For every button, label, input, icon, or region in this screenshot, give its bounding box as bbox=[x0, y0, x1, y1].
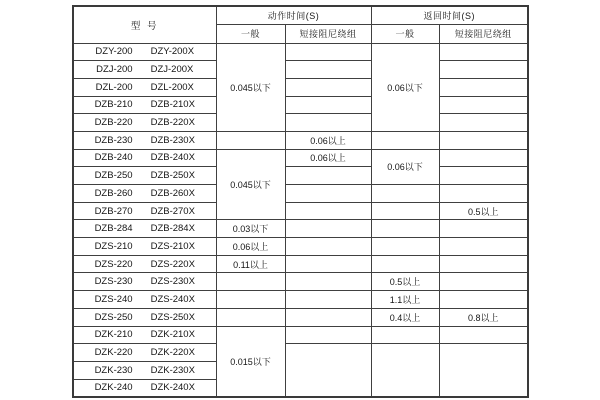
model-name: DZK-210 bbox=[94, 329, 133, 341]
return-damping-cell bbox=[439, 78, 528, 96]
model-cell bbox=[73, 255, 216, 273]
action-damping-cell bbox=[285, 326, 371, 344]
header-action-time: 动作时间(S) bbox=[216, 6, 371, 24]
table-row bbox=[73, 185, 528, 203]
model-name-x: DZB-260X bbox=[150, 187, 195, 199]
return-damping-cell bbox=[439, 273, 528, 291]
model-cell bbox=[73, 202, 216, 220]
model-name: DZY-200 bbox=[95, 46, 133, 58]
action-damping-cell bbox=[285, 308, 371, 326]
model-name-x: DZB-210X bbox=[150, 99, 195, 111]
model-name-x: DZS-210X bbox=[150, 240, 195, 252]
model-name-x: DZB-270X bbox=[150, 205, 195, 217]
model-name-x: DZJ-200X bbox=[150, 64, 194, 76]
return-general-cell bbox=[371, 131, 439, 149]
model-name-x: DZK-210X bbox=[150, 329, 195, 341]
return-general-cell bbox=[371, 185, 439, 203]
return-damping-cell bbox=[439, 185, 528, 203]
model-cell bbox=[73, 185, 216, 203]
model-name-x: DZK-220X bbox=[150, 347, 195, 359]
model-name: DZJ-200 bbox=[96, 64, 133, 76]
table-row bbox=[73, 167, 528, 185]
return-general-cell bbox=[371, 326, 439, 344]
model-cell bbox=[73, 238, 216, 256]
action-damping-cell bbox=[285, 273, 371, 291]
action-damping-cell bbox=[285, 255, 371, 273]
return-general-cell: 0.5以上 bbox=[371, 273, 439, 291]
model-cell bbox=[73, 308, 216, 326]
action-damping-cell bbox=[285, 291, 371, 309]
model-name: DZB-230 bbox=[94, 134, 133, 146]
header-return-time: 返回时间(S) bbox=[371, 6, 528, 24]
action-damping-cell bbox=[285, 202, 371, 220]
model-name: DZB-210 bbox=[94, 99, 133, 111]
table-row bbox=[73, 78, 528, 96]
action-damping-cell bbox=[285, 344, 371, 397]
return-damping-cell bbox=[439, 96, 528, 114]
model-name-x: DZK-240X bbox=[150, 382, 195, 394]
model-name-x: DZK-230X bbox=[150, 364, 195, 376]
model-name-x: DZS-240X bbox=[150, 293, 195, 305]
return-general-cell bbox=[371, 238, 439, 256]
return-damping-cell bbox=[439, 149, 528, 167]
action-general-cell: 0.045以下 bbox=[216, 149, 285, 220]
model-name: DZS-250 bbox=[94, 311, 133, 323]
return-damping-cell bbox=[439, 114, 528, 132]
model-name: DZS-240 bbox=[94, 293, 133, 305]
header-return-damping: 短接阻尼绕组 bbox=[439, 24, 528, 43]
return-general-cell bbox=[371, 255, 439, 273]
model-name: DZB-270 bbox=[94, 205, 133, 217]
action-damping-cell bbox=[285, 43, 371, 61]
return-general-cell bbox=[371, 220, 439, 238]
table-row bbox=[73, 291, 528, 309]
action-damping-cell bbox=[285, 78, 371, 96]
model-name-x: DZS-250X bbox=[150, 311, 195, 323]
table-row bbox=[73, 344, 528, 362]
table-row bbox=[73, 96, 528, 114]
return-damping-cell bbox=[439, 131, 528, 149]
action-general-cell: 0.015以下 bbox=[216, 326, 285, 397]
model-cell bbox=[73, 273, 216, 291]
table-row bbox=[73, 238, 528, 256]
model-cell bbox=[73, 131, 216, 149]
action-damping-cell bbox=[285, 61, 371, 79]
table-row bbox=[73, 61, 528, 79]
model-name: DZS-220 bbox=[94, 258, 133, 270]
action-general-cell bbox=[216, 131, 285, 149]
model-cell bbox=[73, 379, 216, 397]
action-general-cell bbox=[216, 291, 285, 309]
model-cell bbox=[73, 361, 216, 379]
model-name: DZB-284 bbox=[94, 223, 133, 235]
model-cell bbox=[73, 291, 216, 309]
model-name: DZS-210 bbox=[94, 240, 133, 252]
table-row bbox=[73, 114, 528, 132]
model-name: DZB-260 bbox=[94, 187, 133, 199]
table-row bbox=[73, 255, 528, 273]
model-name: DZK-220 bbox=[94, 347, 133, 359]
table-row bbox=[73, 43, 528, 61]
header-action-general: 一般 bbox=[216, 24, 285, 43]
table-row bbox=[73, 149, 528, 167]
action-damping-cell bbox=[285, 220, 371, 238]
model-name-x: DZB-220X bbox=[150, 117, 195, 129]
action-damping-cell bbox=[285, 96, 371, 114]
model-cell bbox=[73, 167, 216, 185]
return-general-cell: 0.06以下 bbox=[371, 149, 439, 184]
table-row bbox=[73, 308, 528, 326]
action-general-cell: 0.03以下 bbox=[216, 220, 285, 238]
model-cell bbox=[73, 96, 216, 114]
model-cell bbox=[73, 61, 216, 79]
return-general-cell: 0.06以下 bbox=[371, 43, 439, 131]
action-damping-cell: 0.06以上 bbox=[285, 149, 371, 167]
action-damping-cell bbox=[285, 238, 371, 256]
model-name: DZK-240 bbox=[94, 382, 133, 394]
model-name: DZK-230 bbox=[94, 364, 133, 376]
header-model: 型 号 bbox=[73, 6, 216, 43]
action-general-cell bbox=[216, 273, 285, 291]
return-general-cell: 1.1以上 bbox=[371, 291, 439, 309]
model-name: DZB-240 bbox=[94, 152, 133, 164]
action-damping-cell bbox=[285, 114, 371, 132]
action-general-cell: 0.11以上 bbox=[216, 255, 285, 273]
model-name-x: DZB-250X bbox=[150, 170, 195, 182]
model-name: DZL-200 bbox=[95, 81, 133, 93]
model-name-x: DZB-230X bbox=[150, 134, 195, 146]
model-name-x: DZB-240X bbox=[150, 152, 195, 164]
table-row bbox=[73, 131, 528, 149]
model-name: DZS-230 bbox=[94, 276, 133, 288]
return-damping-cell bbox=[439, 344, 528, 397]
action-damping-cell bbox=[285, 167, 371, 185]
header-action-damping: 短接阻尼绕组 bbox=[285, 24, 371, 43]
return-damping-cell bbox=[439, 61, 528, 79]
model-name-x: DZB-284X bbox=[150, 223, 195, 235]
model-cell bbox=[73, 149, 216, 167]
return-damping-cell: 0.8以上 bbox=[439, 308, 528, 326]
model-name: DZB-250 bbox=[94, 170, 133, 182]
table-row bbox=[73, 273, 528, 291]
return-general-cell bbox=[371, 202, 439, 220]
spec-table bbox=[72, 5, 529, 398]
return-damping-cell bbox=[439, 238, 528, 256]
return-damping-cell bbox=[439, 291, 528, 309]
return-damping-cell bbox=[439, 167, 528, 185]
model-cell bbox=[73, 114, 216, 132]
model-cell bbox=[73, 220, 216, 238]
model-cell bbox=[73, 326, 216, 344]
return-damping-cell: 0.5以上 bbox=[439, 202, 528, 220]
model-name-x: DZL-200X bbox=[150, 81, 194, 93]
return-damping-cell bbox=[439, 255, 528, 273]
action-general-cell: 0.045以下 bbox=[216, 43, 285, 131]
model-name-x: DZY-200X bbox=[150, 46, 195, 58]
action-general-cell bbox=[216, 308, 285, 326]
return-damping-cell bbox=[439, 326, 528, 344]
model-name-x: DZS-220X bbox=[150, 258, 195, 270]
header-row-1 bbox=[73, 6, 528, 24]
return-damping-cell bbox=[439, 43, 528, 61]
model-cell bbox=[73, 43, 216, 61]
action-damping-cell bbox=[285, 185, 371, 203]
table-row bbox=[73, 202, 528, 220]
header-return-general: 一般 bbox=[371, 24, 439, 43]
model-cell bbox=[73, 78, 216, 96]
return-damping-cell bbox=[439, 220, 528, 238]
model-name: DZB-220 bbox=[94, 117, 133, 129]
return-general-cell bbox=[371, 344, 439, 397]
return-general-cell: 0.4以上 bbox=[371, 308, 439, 326]
action-damping-cell: 0.06以上 bbox=[285, 131, 371, 149]
model-name-x: DZS-230X bbox=[150, 276, 195, 288]
table-row bbox=[73, 326, 528, 344]
model-cell bbox=[73, 344, 216, 362]
action-general-cell: 0.06以上 bbox=[216, 238, 285, 256]
table-row bbox=[73, 220, 528, 238]
